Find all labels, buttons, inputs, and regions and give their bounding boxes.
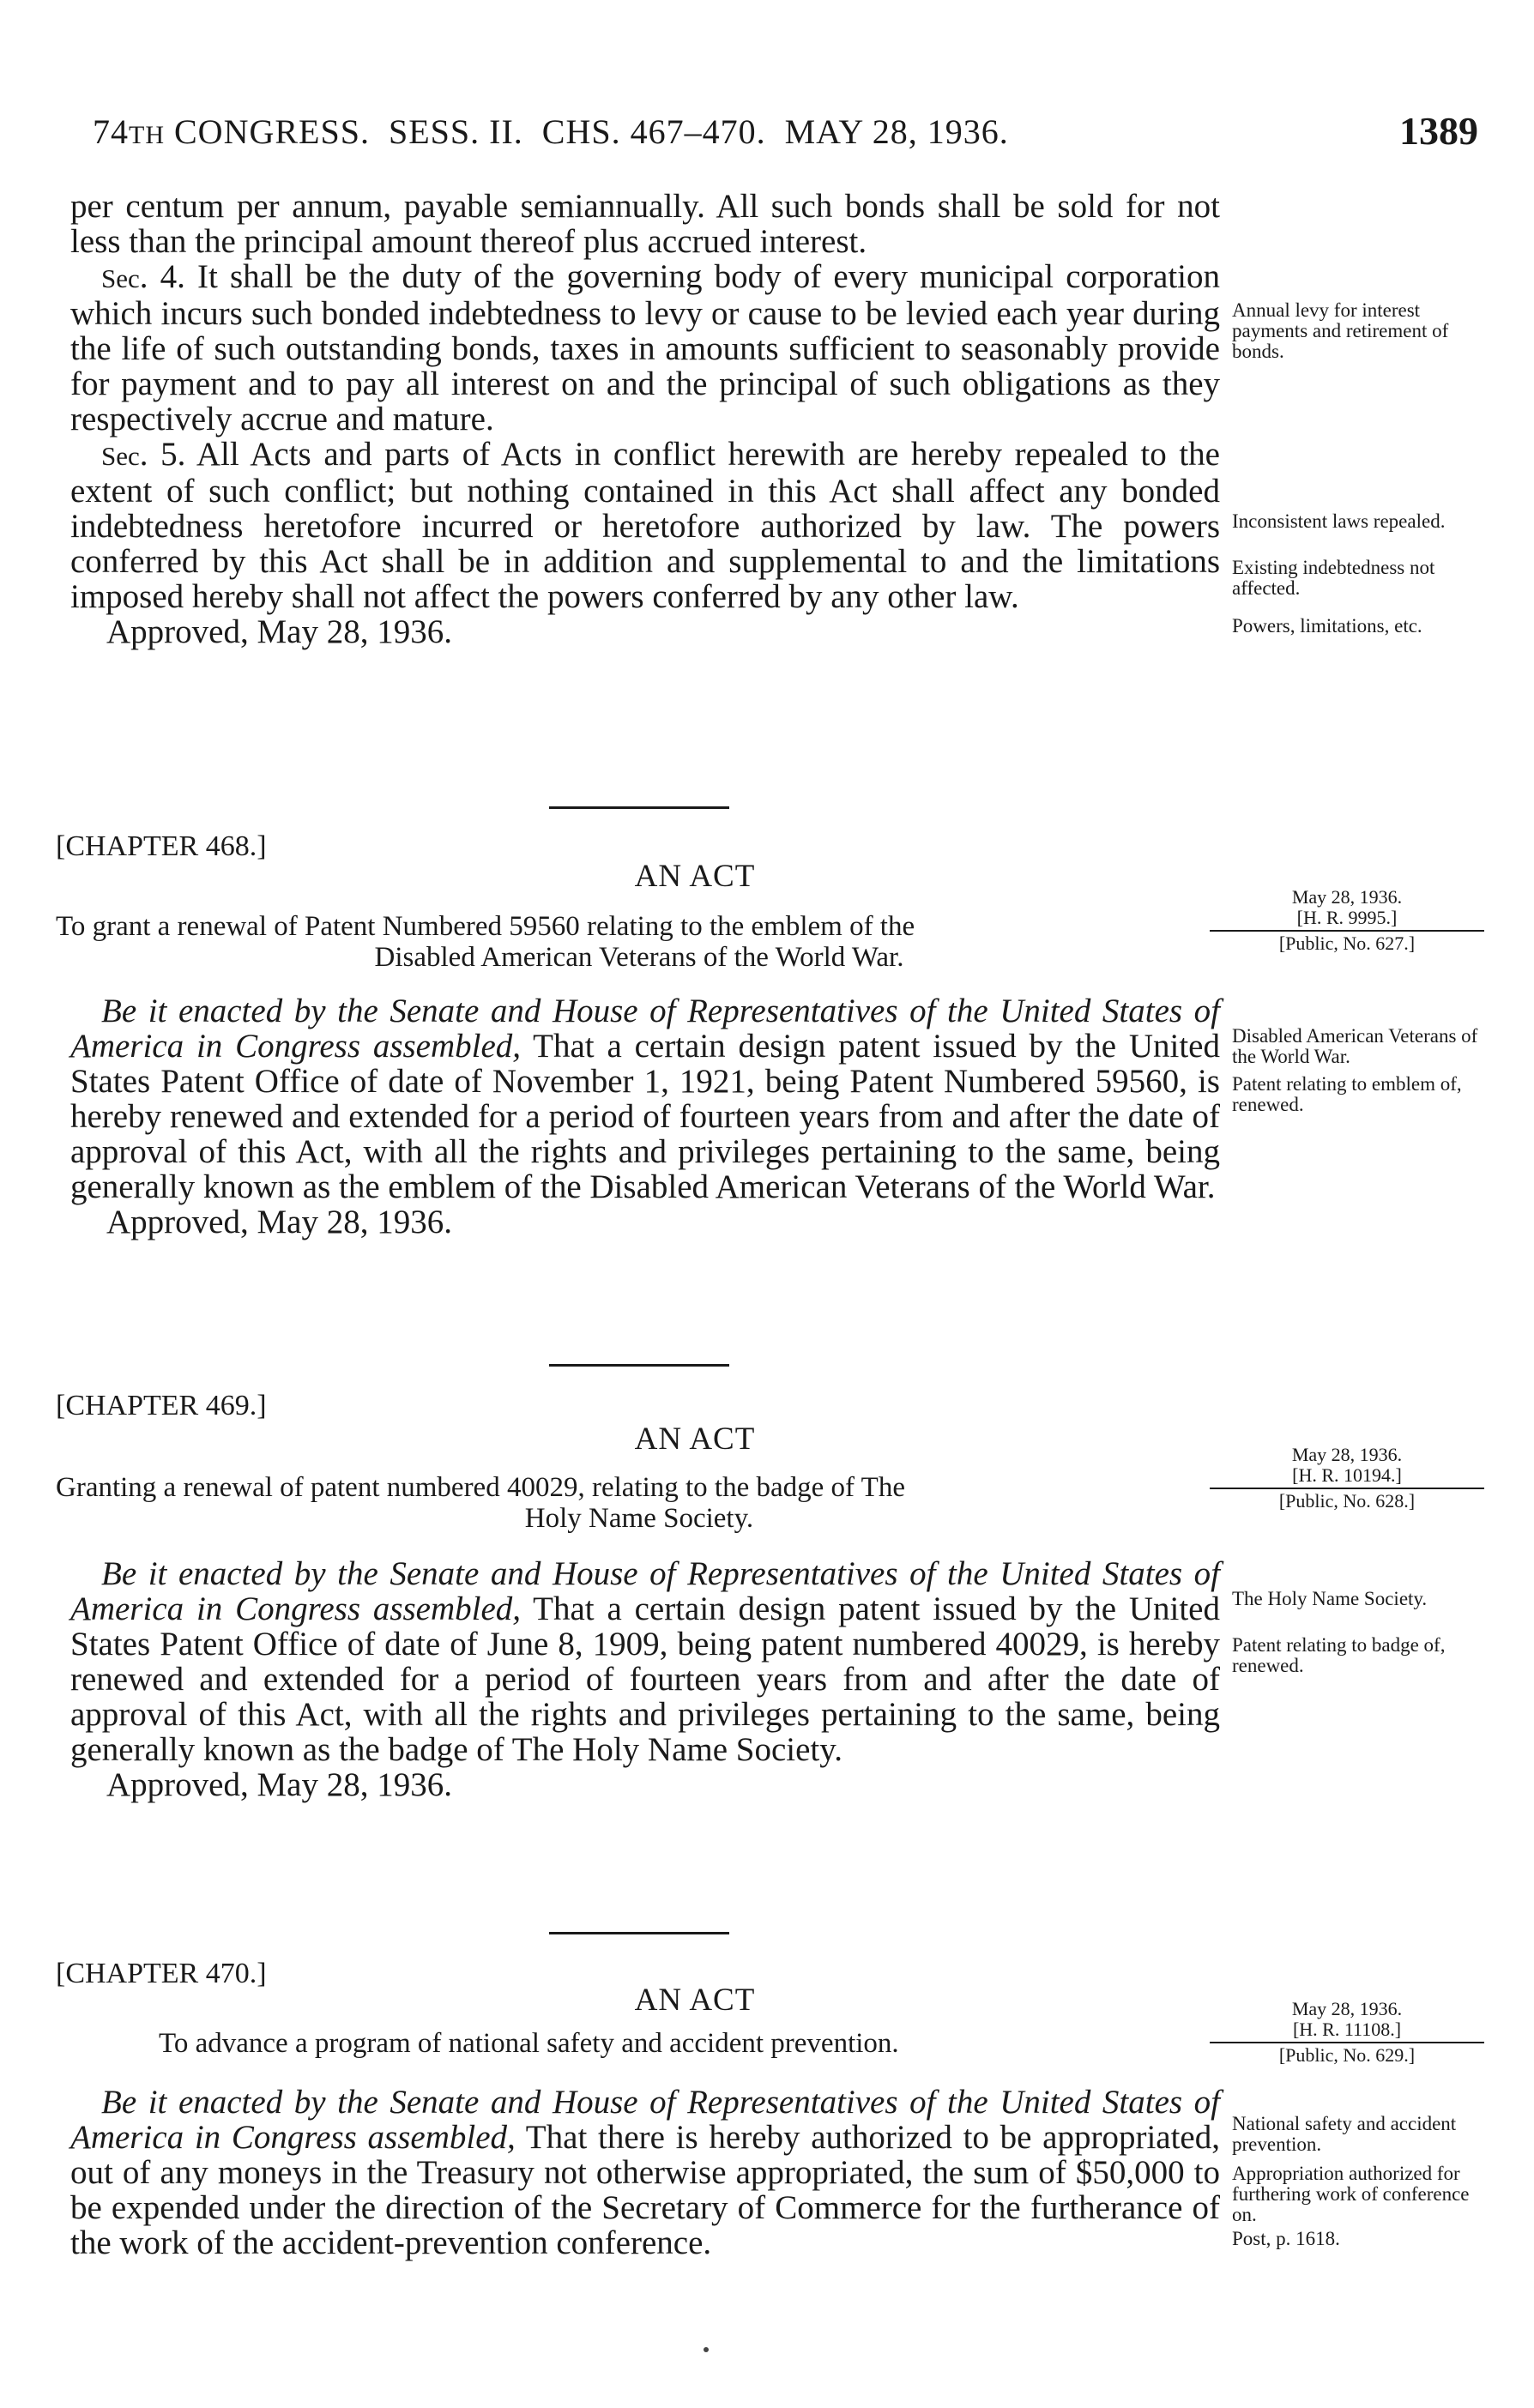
section-4-text: It shall be the duty of the governing body of every municipal corporation which incurs such bonded indebtedness to levy or cause to be levied each year during the life of such outstanding bonds, taxes in amounts sufficient to seasonably provide for payment and to pay all interest on and the principal of such obligations as they respectively accrue and mature.	[70, 258, 1220, 438]
approved-line: Approved, May 28, 1936.	[106, 613, 452, 650]
public-law-number: [Public, No. 628.]	[1210, 1488, 1484, 1512]
chapter-470-label: [CHAPTER 470.]	[56, 1958, 267, 1989]
act-text: That there is hereby authorized to be appropriated, out of any moneys in the Treasury not otherwise appropriated, the sum of $50,000 to be expended under the direction of the Secretary of Commerce for the furtherance of the work of the accident-prevention conference.	[70, 2119, 1220, 2261]
section-4-label: Sec	[101, 263, 140, 293]
print-speck	[704, 2347, 709, 2352]
enacting-paragraph	[70, 2085, 1220, 2260]
bill-number: [H. R. 10194.]	[1292, 1464, 1402, 1486]
act-text: That a certain design patent issued by the United States Patent Office of date of November 1, 1921, being Patent Numbered 59560, is hereby renewed and extended for a period of fourteen years from and after the date of approval of this Act, with all the rights and privileges pertaining to the same, being generally known as the emblem of the Disabled American Veterans of the World War.	[70, 1028, 1220, 1205]
header-congress-number: 74	[93, 112, 129, 151]
chapter-469-body	[70, 1556, 1220, 1802]
section-divider	[549, 1364, 729, 1367]
chapter-470-date-block	[1210, 1999, 1484, 2066]
margin-note: Existing indebtedness not affected.	[1232, 557, 1435, 599]
chapter-468-label: [CHAPTER 468.]	[56, 830, 267, 862]
margin-note: Disabled American Veterans of the World War.	[1232, 1025, 1478, 1067]
chapter-470-caption	[56, 2028, 1223, 2059]
section-divider	[549, 1932, 729, 1934]
approval-date: May 28, 1936.	[1291, 886, 1403, 908]
chapter-468-body	[70, 993, 1220, 1240]
section-5-text: All Acts and parts of Acts in conflict herewith are hereby repealed to the extent of such conflict; but nothing contained in this Act shall affect any bonded indebtedness heretofore incurred or heretofore authorized by law. The powers conferred by this Act shall be in addition and supplemental to and the limitations imposed hereby shall not affect the powers conferred by any other law.	[70, 436, 1220, 615]
enacting-clause: Be it enacted by the Senate and House of Representatives of the United States of America in Congress assembled,	[70, 1555, 1220, 1627]
margin-note: Post, p. 1618.	[1232, 2228, 1340, 2249]
caption-line: Disabled American Veterans of the World War.	[374, 942, 904, 973]
running-header	[93, 109, 1478, 163]
chapter-469-label: [CHAPTER 469.]	[56, 1390, 267, 1421]
margin-note: Powers, limitations, etc.	[1232, 615, 1422, 637]
margin-note: Patent relating to emblem of, renewed.	[1232, 1073, 1462, 1115]
header-citation-text: CONGRESS. SESS. II. CHS. 467–470. MAY 28, 1936.	[165, 112, 1009, 151]
chapter-469-date-block	[1210, 1445, 1484, 1512]
chapter-469-act-title: AN ACT	[634, 1421, 756, 1457]
margin-note: National safety and accident prevention.	[1232, 2113, 1457, 2155]
margin-note: The Holy Name Society.	[1232, 1588, 1428, 1609]
margin-note: Annual levy for interest payments and retirement of bonds.	[1232, 299, 1449, 362]
enacting-paragraph	[70, 1556, 1220, 1767]
chapter-469-caption	[56, 1472, 1223, 1534]
page-number: 1389	[1399, 109, 1478, 153]
public-law-number: [Public, No. 627.]	[1210, 930, 1484, 954]
section-5	[70, 437, 1220, 614]
section-divider	[549, 806, 729, 809]
section-4-number: . 4.	[139, 258, 185, 295]
public-law-number: [Public, No. 629.]	[1210, 2042, 1484, 2066]
enacting-clause: Be it enacted by the Senate and House of Representatives of the United States of America in Congress assembled,	[70, 993, 1220, 1065]
section-5-label: Sec	[101, 441, 140, 471]
chapter-468-date-block	[1210, 887, 1484, 954]
chapter-470-act-title: AN ACT	[634, 1983, 756, 2018]
act-text: That a certain design patent issued by the United States Patent Office of date of June 8, 1909, being patent numbered 40029, is hereby renewed and extended for a period of fourteen years from and after the date of approval of this Act, with all the rights and privileges pertaining to the same, being generally known as the badge of The Holy Name Society.	[70, 1590, 1220, 1768]
chapter-468-act-title: AN ACT	[634, 859, 756, 894]
bill-number: [H. R. 11108.]	[1292, 2019, 1402, 2040]
approval-date: May 28, 1936.	[1291, 1444, 1403, 1465]
chapter-467-continuation	[70, 189, 1220, 649]
section-4	[70, 259, 1220, 437]
bill-number: [H. R. 9995.]	[1296, 907, 1398, 928]
caption-line: Holy Name Society.	[524, 1503, 754, 1534]
caption-line: To grant a renewal of Patent Numbered 59560 relating to the emblem of the	[56, 911, 915, 942]
section-5-number: . 5.	[139, 436, 186, 473]
paragraph-continuation: per centum per annum, payable semiannually. All such bonds shall be sold for not less than the principal amount thereof plus accrued interest.	[70, 188, 1220, 260]
header-congress-suffix: TH	[129, 121, 165, 149]
chapter-470-body	[70, 2085, 1220, 2260]
margin-note: Inconsistent laws repealed.	[1232, 510, 1446, 532]
chapter-468-caption	[56, 911, 1223, 973]
header-citation	[93, 112, 1009, 152]
approval-date: May 28, 1936.	[1291, 1998, 1403, 2019]
approved-line: Approved, May 28, 1936.	[106, 1766, 452, 1803]
margin-note: Patent relating to badge of, renewed.	[1232, 1634, 1446, 1676]
caption-line: To advance a program of national safety and accident prevention.	[159, 2028, 899, 2059]
enacting-paragraph	[70, 993, 1220, 1204]
margin-note: Appropriation authorized for furthering work of conference on.	[1232, 2163, 1470, 2225]
caption-line: Granting a renewal of patent numbered 40029, relating to the badge of The	[56, 1472, 905, 1503]
enacting-clause: Be it enacted by the Senate and House of Representatives of the United States of America in Congress assembled,	[70, 2084, 1220, 2156]
approved-line: Approved, May 28, 1936.	[106, 1204, 452, 1240]
